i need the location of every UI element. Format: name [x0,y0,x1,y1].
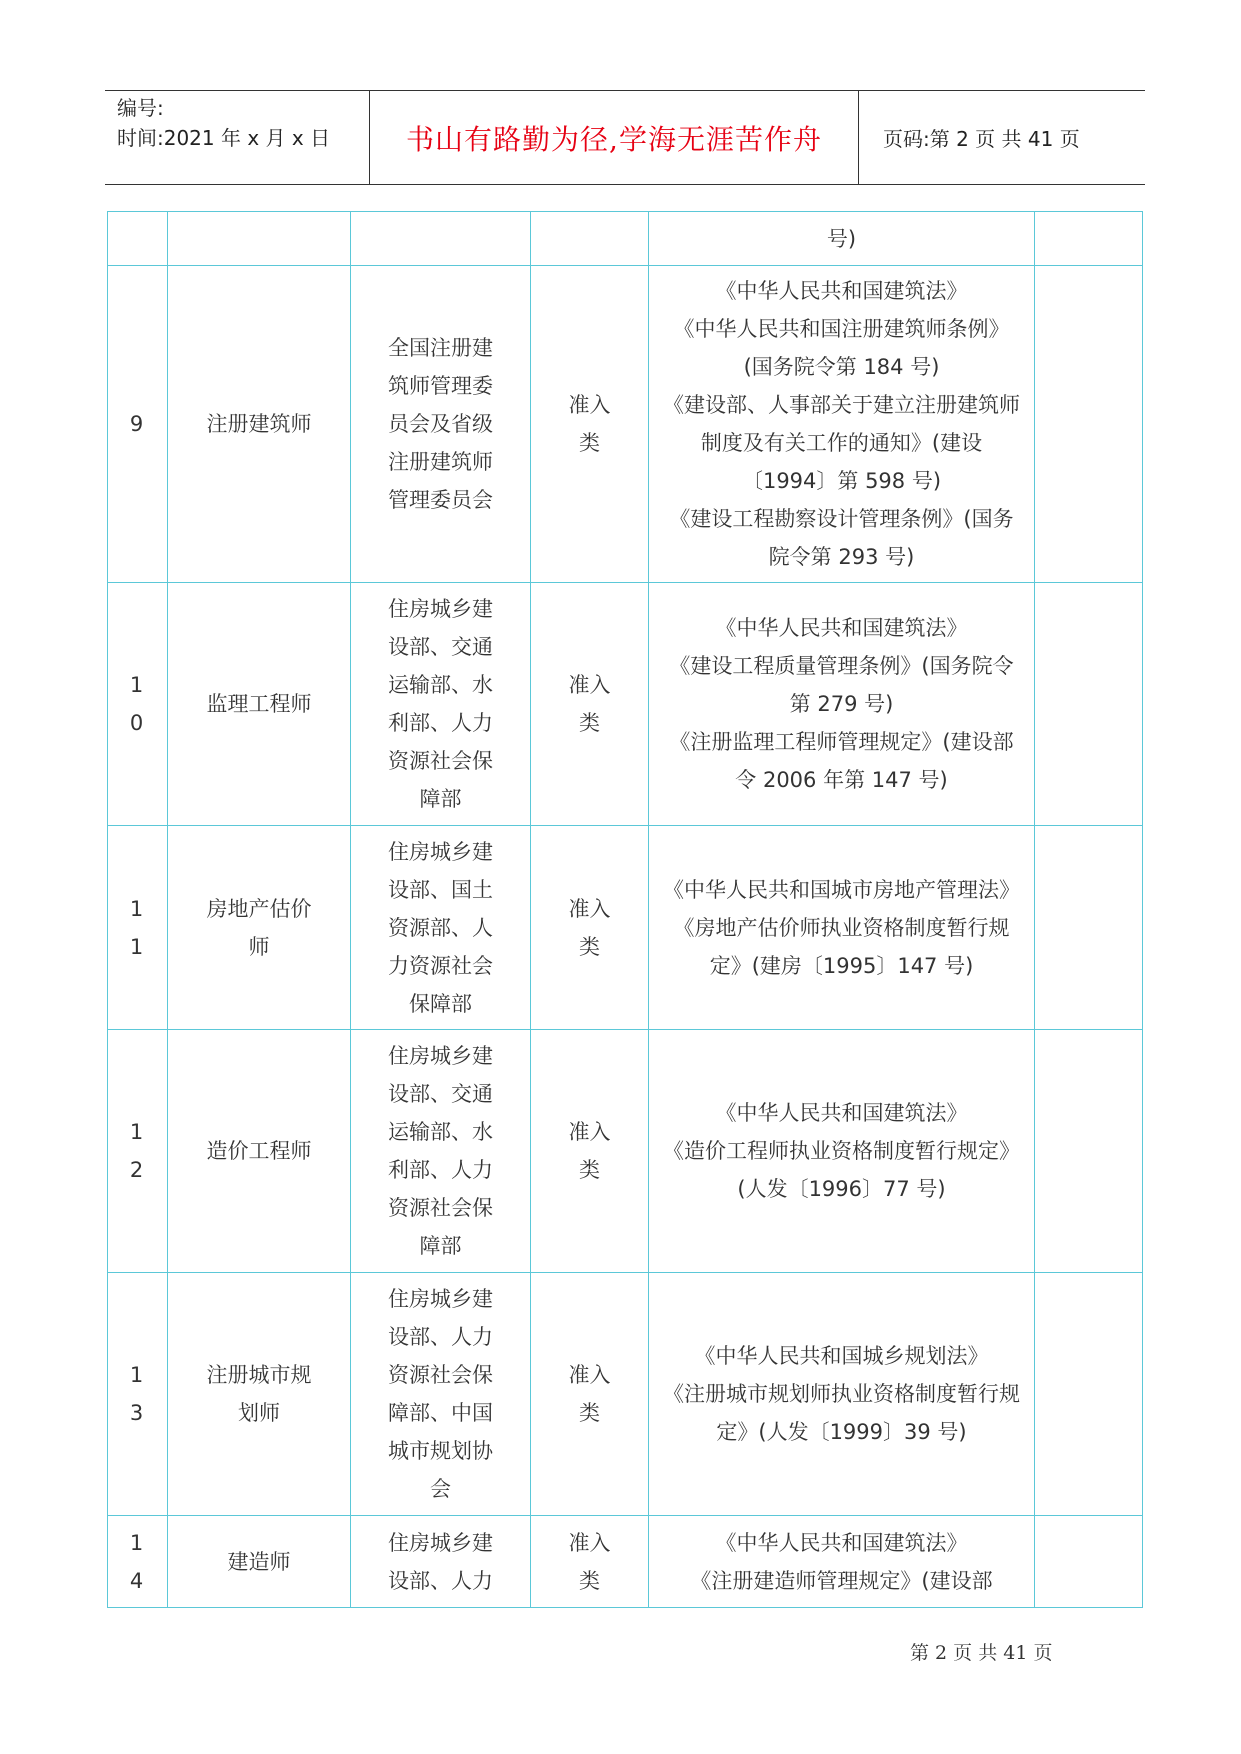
remarks-cell [1035,826,1143,1030]
header-page-info: 页码:第 2 页 共 41 页 [883,127,1080,151]
dept-cell: 住房城乡建设部、交通运输部、水利部、人力资源社会保障部 [351,1030,531,1273]
num-cell: 14 [108,1516,168,1608]
table-row [108,1030,1143,1273]
remarks-cell [1035,583,1143,826]
name-cell: 建造师 [168,1516,351,1608]
name-cell [168,212,351,266]
table-row [108,826,1143,1030]
name-cell: 造价工程师 [168,1030,351,1273]
laws-cell [649,826,1035,1030]
category-cell: 准入类 [531,826,649,1030]
law-reference: 《房地产估价师执业资格制度暂行规定》(建房〔1995〕147 号) [673,915,1010,978]
page-header [105,90,1145,185]
num-cell: 11 [108,826,168,1030]
header-motto-cell [369,91,859,184]
dept-cell: 住房城乡建设部、人力 [351,1516,531,1608]
laws-cell: 号) [649,212,1035,266]
num-cell [108,212,168,266]
law-reference: 《注册监理工程师管理规定》(建设部令 2006 年第 147 号) [669,730,1014,792]
laws-cell [649,266,1035,583]
category-cell: 准入类 [531,1030,649,1273]
remarks-cell [1035,1516,1143,1608]
num-cell: 9 [108,266,168,583]
category-cell: 准入类 [531,266,649,583]
qualification-table [107,211,1143,1608]
category-cell: 准入类 [531,1516,649,1608]
laws-cell [649,1273,1035,1516]
laws-cell [649,1516,1035,1608]
law-reference: 《建设工程质量管理条例》(国务院令第 279 号) [669,654,1014,716]
laws-cell [649,583,1035,826]
category-cell [531,212,649,266]
category-cell: 准入类 [531,1273,649,1516]
law-reference: 《造价工程师执业资格制度暂行规定》(人发〔1996〕77 号) [663,1139,1020,1201]
dept-cell: 住房城乡建设部、国土资源部、人力资源社会保障部 [351,826,531,1030]
laws-cell [649,1030,1035,1273]
dept-cell: 住房城乡建设部、人力资源社会保障部、中国城市规划协会 [351,1273,531,1516]
dept-cell: 住房城乡建设部、交通运输部、水利部、人力资源社会保障部 [351,583,531,826]
law-reference: 《建设工程勘察设计管理条例》(国务院令第 293 号) [669,507,1014,569]
law-reference: 《中华人民共和国建筑法》 [715,1530,968,1555]
remarks-cell [1035,212,1143,266]
law-reference: 《中华人民共和国建筑法》 [715,1101,968,1125]
law-reference: 《中华人民共和国城乡规划法》 [694,1344,989,1368]
table-row-continued [108,212,1143,266]
remarks-cell [1035,1273,1143,1516]
num-cell: 10 [108,583,168,826]
header-meta [117,93,357,153]
law-reference: 《中华人民共和国建筑法》 [715,616,968,640]
law-reference: 《中华人民共和国建筑法》 [715,279,968,303]
time-label: 时间:2021 年 x 月 x 日 [117,126,331,150]
table-row [108,583,1143,826]
law-reference: 《注册城市规划师执业资格制度暂行规定》(人发〔1999〕39 号) [663,1382,1020,1444]
name-cell: 监理工程师 [168,583,351,826]
name-cell: 房地产估价师 [168,826,351,1030]
table-row [108,266,1143,583]
serial-label: 编号: [117,96,164,120]
table-row [108,1273,1143,1516]
category-cell: 准入类 [531,583,649,826]
table-row [108,1516,1143,1608]
num-cell: 13 [108,1273,168,1516]
num-cell: 12 [108,1030,168,1273]
dept-cell [351,212,531,266]
law-reference: 《建设部、人事部关于建立注册建筑师制度及有关工作的通知》(建设〔1994〕第 598 号) [663,393,1020,493]
law-reference: 《中华人民共和国城市房地产管理法》 [663,877,1020,902]
law-reference: 《注册建造师管理规定》(建设部 [690,1568,993,1593]
name-cell: 注册建筑师 [168,266,351,583]
footer-page-number: 第 2 页 共 41 页 [910,1642,1053,1664]
motto-text: 书山有路勤为径,学海无涯苦作舟 [406,122,822,156]
dept-cell: 全国注册建筑师管理委员会及省级注册建筑师管理委员会 [351,266,531,583]
remarks-cell [1035,266,1143,583]
name-cell: 注册城市规划师 [168,1273,351,1516]
remarks-cell [1035,1030,1143,1273]
law-reference: 《中华人民共和国注册建筑师条例》(国务院令第 184 号) [673,317,1010,379]
